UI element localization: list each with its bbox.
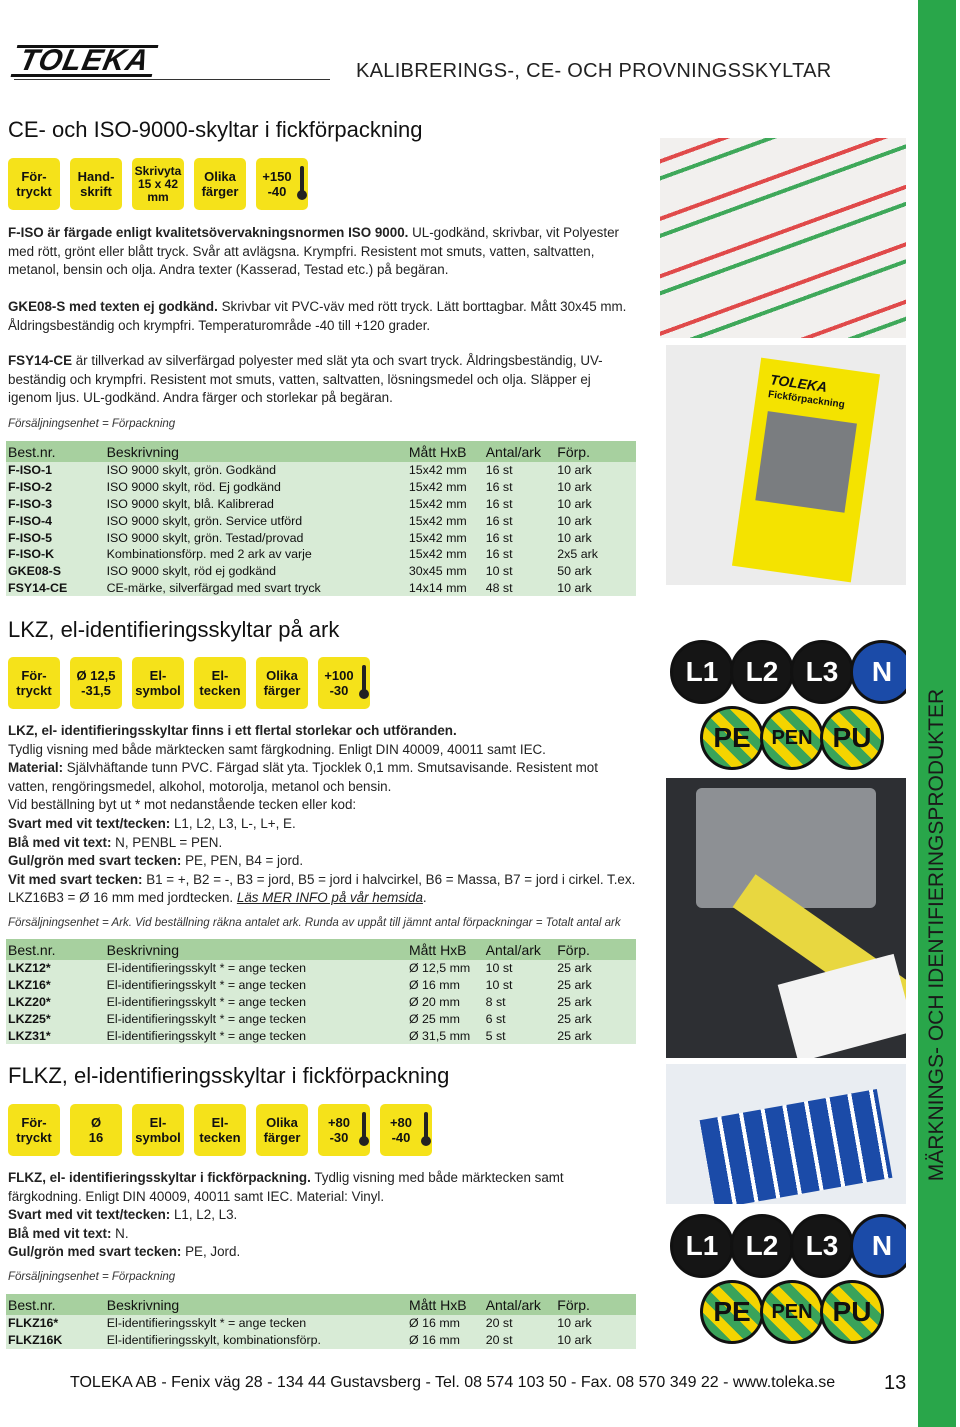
feature-icon-line: 16 (88, 1130, 104, 1145)
section3-feature-icons (8, 1104, 432, 1156)
table-row (6, 512, 636, 529)
table-cell: 15x42 mm (408, 530, 467, 545)
el-label-circle: L3 (790, 1214, 854, 1278)
table-header-cell: Beskrivning (106, 1296, 180, 1313)
table-header-cell: Förp. (557, 1296, 590, 1313)
s2-feature-icon (8, 657, 60, 709)
table-row (6, 1315, 636, 1332)
feature-icon-label (16, 169, 51, 199)
feature-icon-line: För- (21, 1115, 47, 1130)
s3-feature-icon (70, 1104, 122, 1156)
description-line (8, 722, 638, 741)
table-cell: 30x45 mm (408, 564, 467, 579)
section1-paragraph-1 (8, 224, 638, 280)
description-text: PE, PEN, B4 = jord. (181, 853, 304, 869)
s3-feature-icon (132, 1104, 184, 1156)
el-label-circle: PEN (760, 1280, 824, 1344)
description-line (8, 759, 638, 796)
thermometer-icon (362, 665, 366, 695)
el-label-circle: L1 (670, 640, 734, 704)
table-cell: 15x42 mm (408, 547, 467, 562)
p1-text: UL-godkänd, skrivbar, vit Polyester med rött, grönt eller blått tryck. Svår att avlägsna. Krympfri. Resistent mot smuts, vatten, saltvatten, metanol, bensin och olja. Andra texter (Kasserad, Testad etc.) på begäran. (8, 225, 619, 278)
el-label-circle: PE (700, 1280, 764, 1344)
s3-feature-icon (8, 1104, 60, 1156)
feature-icon-line: Hand- (77, 169, 115, 184)
description-line (8, 1206, 638, 1225)
feature-icon-line: tryckt (16, 1130, 52, 1145)
table-cell: 25 ark (557, 1028, 592, 1043)
s2-feature-icon (194, 657, 246, 709)
s1-feature-icon (194, 158, 246, 210)
feature-icon-line: färger (263, 683, 301, 698)
section2-sales-unit: Försäljningsenhet = Ark. Vid beställning räkna antalet ark. Runda av uppåt till jämnt antal förpackningar = Totalt antal ark (8, 917, 621, 929)
table-header-row (6, 441, 636, 462)
table-cell: Ø 20 mm (408, 994, 460, 1009)
table-row (6, 1332, 636, 1349)
table-cell: LKZ20* (8, 994, 51, 1009)
table-cell: 16 st (485, 530, 513, 545)
feature-icon-line: tecken (199, 683, 241, 698)
table-row (6, 1010, 636, 1027)
table-cell: 25 ark (557, 994, 592, 1009)
feature-icon-line: För- (21, 668, 47, 683)
feature-icon-label (16, 668, 51, 698)
label-sticker (778, 954, 906, 1058)
table-cell: 25 ark (557, 1011, 592, 1026)
feature-icon-line: +150 (262, 169, 292, 184)
table-cell: ISO 9000 skylt, röd. Ej godkänd (106, 480, 281, 495)
description-bold: Gul/grön med svart tecken: (8, 853, 182, 869)
table-header-cell: Förp. (557, 443, 590, 460)
table-header-row (6, 939, 636, 960)
yellow-pack-card (732, 358, 880, 583)
n-label-sheet-photo (666, 1064, 906, 1204)
feature-icon-label (390, 1115, 412, 1145)
table-cell: Ø 12,5 mm (408, 961, 471, 976)
el-label-circles-bottom (666, 1210, 906, 1350)
pack-brand: TOLEKA (769, 371, 829, 396)
feature-icon-line: symbol (135, 683, 181, 698)
table-header-cell: Antal/ark (485, 443, 541, 460)
table-cell: FLKZ16* (8, 1316, 59, 1331)
table-cell: 5 st (485, 1028, 506, 1043)
el-label-circles-top (666, 636, 906, 776)
table-cell: 20 st (485, 1333, 513, 1348)
pack-caption: Fickförpackning (767, 389, 846, 411)
table-header-cell: Beskrivning (106, 941, 180, 958)
s3-feature-icon (380, 1104, 432, 1156)
table-cell: F-ISO-4 (8, 513, 53, 528)
table-row (6, 479, 636, 496)
feature-icon-line: -31,5 (81, 683, 111, 698)
table-header-cell: Förp. (557, 941, 590, 958)
s3-feature-icon (256, 1104, 308, 1156)
table-header-cell: Mått HxB (409, 1296, 467, 1313)
el-label-circle: PU (820, 1280, 884, 1344)
description-text: N, PENBL = PEN. (111, 834, 223, 850)
feature-icon-line: Olika (266, 668, 298, 683)
feature-icon-line: +100 (324, 668, 354, 683)
table-cell: El-identifieringsskylt * = ange tecken (106, 961, 307, 976)
page-number: 13 (884, 1372, 907, 1394)
section1-table-wrap (6, 441, 636, 596)
description-bold: Vit med svart tecken: (8, 871, 143, 887)
table-row (6, 546, 636, 563)
feature-icon-label (199, 1115, 240, 1145)
table-cell: ISO 9000 skylt, blå. Kalibrerad (106, 496, 274, 511)
feature-icon-line: +80 (327, 1115, 351, 1130)
table-row (6, 580, 636, 597)
table-row (6, 529, 636, 546)
feature-icon-line: Olika (266, 1115, 298, 1130)
table-cell: F-ISO-K (8, 547, 55, 562)
description-text: Självhäftande tunn PVC. Färgad slät yta. Tjocklek 0,1 mm. Smutsavisande. Resistent mot vatten, rengöringsmedel, alkohol, motorolja, metanol och bensin. (8, 760, 598, 794)
table-cell: 10 ark (557, 580, 592, 595)
table-cell: FLKZ16K (8, 1333, 63, 1348)
el-label-circle: L2 (730, 1214, 794, 1278)
el-label-circle: L1 (670, 1214, 734, 1278)
feature-icon-line: För- (21, 169, 47, 184)
description-bold: FLKZ, el- identifieringsskyltar i fickförpackning. (8, 1170, 311, 1185)
pocket-pack-photo (666, 345, 906, 585)
description-line (8, 1169, 638, 1206)
feature-icon-label (264, 1115, 301, 1145)
feature-icon-line: Olika (204, 169, 236, 184)
s1-feature-icon (256, 158, 308, 210)
iso-label-sheet-photo (660, 138, 906, 338)
section2-description (8, 722, 638, 908)
p2-bold: GKE08-S med texten ej godkänd. (8, 299, 218, 314)
table-cell: 15x42 mm (408, 496, 467, 511)
table-header-cell: Mått HxB (408, 443, 467, 460)
table-header-cell: Best.nr. (8, 941, 56, 958)
header-rule (14, 79, 330, 80)
table-header-cell: Antal/ark (485, 941, 541, 958)
thermometer-icon (362, 1112, 366, 1142)
side-label: MÄRKNINGS- OCH IDENTIFIERINGSPRODUKTER (925, 688, 948, 1182)
feature-icon-line: -30 (329, 1130, 349, 1145)
table-cell: F-ISO-3 (8, 496, 53, 511)
s2-feature-icon (70, 657, 122, 709)
table-row (6, 462, 636, 479)
p3-bold: FSY14-CE (8, 353, 72, 368)
feature-icon-label (202, 169, 239, 199)
feature-icon-line: skrift (80, 184, 112, 199)
feature-icon-line: mm (147, 189, 169, 204)
feature-icon-label (135, 1115, 181, 1145)
more-info-link[interactable]: Läs MER INFO på vår hemsida (236, 890, 423, 906)
table-cell: 50 ark (557, 564, 592, 579)
section3-table-wrap (6, 1294, 636, 1349)
feature-icon-line: El- (149, 1115, 167, 1130)
table-row (6, 977, 636, 994)
table-cell: 10 ark (557, 530, 592, 545)
feature-icon-label (78, 169, 115, 199)
el-label-circle: N (850, 1214, 906, 1278)
table-header-cell: Mått HxB (408, 941, 467, 958)
table-cell: El-identifieringsskylt * = ange tecken (106, 1028, 307, 1043)
feature-icon-line: Ø 12,5 (76, 668, 116, 683)
feature-icon-line: tryckt (16, 683, 52, 698)
toleka-logo: TOLEKA (11, 45, 159, 77)
table-cell: Ø 16 mm (409, 1333, 460, 1348)
feature-icon-label (135, 165, 182, 204)
table-cell: ISO 9000 skylt, grön. Testad/provad (106, 530, 304, 545)
description-line (8, 1225, 638, 1244)
description-text: Tydlig visning med både märktecken samt färgkodning. Enligt DIN 40009, 40011 samt IEC. Material: Vinyl. (8, 1170, 564, 1204)
description-text: PE, Jord. (181, 1244, 241, 1260)
pack-image (755, 411, 857, 513)
s3-feature-icon (318, 1104, 370, 1156)
table-cell: 10 ark (557, 463, 592, 478)
table-cell: ISO 9000 skylt, grön. Service utförd (106, 513, 303, 528)
table-cell: 48 st (485, 580, 513, 595)
el-label-circle: N (850, 640, 906, 704)
el-label-circle: PE (700, 706, 764, 770)
thermometer-icon (300, 166, 304, 196)
table-cell: 6 st (485, 1011, 506, 1026)
table-cell: Ø 16 mm (409, 1316, 460, 1331)
section2-feature-icons (8, 657, 370, 709)
table-cell: 15x42 mm (408, 513, 467, 528)
table-header-cell: Beskrivning (106, 443, 179, 460)
table-cell: 10 ark (557, 496, 592, 511)
description-bold: Svart med vit text/tecken: (8, 815, 171, 831)
table-cell: El-identifieringsskylt * = ange tecken (106, 978, 307, 993)
feature-icon-label (76, 668, 115, 698)
feature-icon-line: +80 (389, 1115, 413, 1130)
table-cell: LKZ16* (8, 978, 51, 993)
p2-text: Skrivbar vit PVC-väv med rött tryck. Lätt borttagbar. Mått 30x45 mm. Åldringsbeständig och krympfri. Temperaturområde -40 till +120 grader. (8, 299, 627, 333)
feature-icon-line: färger (201, 184, 239, 199)
feature-icon-label (324, 668, 353, 698)
p3-text: är tillverkad av silverfärgad polyester med slät yta och svart tryck. Åldringsbeständig, UV-beständig och krympfri. Resistent mot smuts, vatten, saltvatten, lösningsmedel och olja. Släpper ej igenom ljus. UL-godkänd. Andra färger och storlekar på begäran. (8, 353, 603, 406)
link-end: . (422, 890, 427, 906)
table-cell: LKZ31* (8, 1028, 51, 1043)
feature-icon-label (328, 1115, 350, 1145)
table-cell: GKE08-S (8, 564, 62, 579)
cable-photo (666, 778, 906, 1058)
table-cell: 15x42 mm (408, 480, 467, 495)
table-cell: 16 st (485, 496, 513, 511)
description-text: Tydlig visning med både märktecken samt färgkodning. Enligt DIN 40009, 40011 samt IEC. (8, 741, 546, 757)
table-row (6, 496, 636, 513)
description-line (8, 852, 638, 871)
description-bold: Blå med vit text: (8, 1225, 112, 1241)
table-cell: 8 st (485, 994, 506, 1009)
feature-icon-line: El- (211, 1115, 229, 1130)
table-cell: F-ISO-1 (8, 463, 53, 478)
table-cell: 16 st (485, 480, 513, 495)
feature-icon-label (199, 668, 240, 698)
table-cell: 15x42 mm (408, 463, 467, 478)
s2-feature-icon (132, 657, 184, 709)
description-bold: Svart med vit text/tecken: (8, 1207, 171, 1223)
feature-icon-line: symbol (135, 1130, 181, 1145)
section3-table (6, 1294, 636, 1349)
description-line (8, 1243, 638, 1262)
description-line (8, 815, 638, 834)
table-cell: LKZ25* (8, 1011, 51, 1026)
description-line (8, 834, 638, 853)
feature-icon-line: Ø (90, 1115, 102, 1130)
table-cell: 10 ark (557, 1316, 592, 1331)
table-cell: 14x14 mm (408, 580, 467, 595)
feature-icon-label (264, 668, 301, 698)
feature-icon-line: -30 (329, 683, 349, 698)
description-bold: Blå med vit text: (8, 834, 112, 850)
feature-icon-line: färger (263, 1130, 301, 1145)
section1-paragraph-2 (8, 298, 638, 335)
table-cell: El-identifieringsskylt * = ange tecken (106, 994, 307, 1009)
table-cell: F-ISO-2 (8, 480, 53, 495)
table-cell: CE-märke, silverfärgad med svart tryck (106, 580, 321, 595)
table-cell: El-identifieringsskylt, kombinationsförp. (106, 1333, 321, 1348)
table-cell: 10 ark (557, 480, 592, 495)
table-row (6, 960, 636, 977)
s1-feature-icon (132, 158, 184, 210)
s2-feature-icon (256, 657, 308, 709)
description-text: B1 = +, B2 = -, B3 = jord, B5 = jord i halvcirkel, B6 = Massa, B7 = jord i cirkel. T.ex. LKZ16B3 = Ø 16 mm med jordtecken. (8, 871, 636, 906)
feature-icon-line: -40 (267, 184, 287, 199)
socket-plate (696, 788, 876, 908)
feature-icon-line: El- (211, 668, 229, 683)
section1-table (6, 441, 636, 596)
s2-feature-icon (318, 657, 370, 709)
n-label-strip (700, 1089, 893, 1204)
feature-icon-line: El- (149, 668, 167, 683)
table-cell: 10 ark (557, 1333, 592, 1348)
table-cell: LKZ12* (8, 961, 51, 976)
feature-icon-label (135, 668, 181, 698)
feature-icon-label (16, 1115, 51, 1145)
feature-icon-line: tecken (199, 1130, 241, 1145)
s1-feature-icon (8, 158, 60, 210)
table-cell: 10 ark (557, 513, 592, 528)
feature-icon-line: -40 (391, 1130, 411, 1145)
table-cell: 10 st (485, 961, 513, 976)
el-label-circle: PU (820, 706, 884, 770)
table-row (6, 1027, 636, 1044)
feature-icon-line: 15 x 42 (137, 176, 179, 191)
table-cell: 20 st (485, 1316, 513, 1331)
table-cell: 10 st (485, 564, 513, 579)
side-label-wrap (918, 650, 956, 1220)
description-bold: LKZ, el- identifieringsskyltar finns i ett flertal storlekar och utföranden. (8, 723, 457, 738)
table-cell: 16 st (485, 547, 513, 562)
table-cell: FSY14-CE (8, 580, 68, 595)
thermometer-icon (424, 1112, 428, 1142)
table-cell: 25 ark (557, 978, 592, 993)
feature-icon-label (89, 1115, 103, 1145)
table-cell: Ø 25 mm (408, 1011, 460, 1026)
description-line (8, 796, 638, 815)
section1-paragraph-3 (8, 352, 638, 408)
el-label-circle: PEN (760, 706, 824, 770)
table-cell: Ø 31,5 mm (408, 1028, 471, 1043)
table-cell: El-identifieringsskylt * = ange tecken (106, 1011, 307, 1026)
feature-icon-line: tryckt (16, 184, 52, 199)
description-text: L1, L2, L3, L-, L+, E. (170, 815, 296, 831)
table-cell: 10 st (485, 978, 513, 993)
table-cell: Ø 16 mm (408, 978, 460, 993)
table-header-cell: Best.nr. (8, 1296, 56, 1313)
table-cell: 2x5 ark (557, 547, 598, 562)
description-text: N. (111, 1225, 129, 1241)
page-header-title: KALIBRERINGS-, CE- OCH PROVNINGSSKYLTAR (356, 60, 832, 82)
table-cell: 16 st (485, 463, 513, 478)
p1-bold: F-ISO är färgade enligt kvalitetsövervakningsnormen ISO 9000. (8, 225, 409, 240)
section3-description (8, 1169, 638, 1262)
table-cell: Kombinationsförp. med 2 ark av varje (106, 547, 312, 562)
el-label-circle: L2 (730, 640, 794, 704)
feature-icon-line: Skrivyta (134, 163, 182, 178)
table-row (6, 994, 636, 1011)
description-bold: Gul/grön med svart tecken: (8, 1244, 182, 1260)
section3-title: FLKZ, el-identifieringsskyltar i fickförpackning (8, 1063, 450, 1088)
table-cell: ISO 9000 skylt, röd ej godkänd (106, 564, 277, 579)
description-line (8, 741, 638, 760)
footer-contact: TOLEKA AB - Fenix väg 28 - 134 44 Gustavsberg - Tel. 08 574 103 50 - Fax. 08 570 349 22 - www.toleka.se (70, 1374, 836, 1391)
section3-sales-unit: Försäljningsenhet = Förpackning (8, 1271, 176, 1283)
s3-feature-icon (194, 1104, 246, 1156)
s1-feature-icon (70, 158, 122, 210)
section2-table (6, 939, 636, 1044)
section1-title: CE- och ISO-9000-skyltar i fickförpackning (8, 117, 423, 142)
table-row (6, 563, 636, 580)
el-label-circle: L3 (790, 640, 854, 704)
table-cell: 16 st (485, 513, 513, 528)
description-text: L1, L2, L3. (170, 1207, 238, 1223)
description-text: Vid beställning byt ut * mot nedanstående tecken eller kod: (8, 797, 357, 813)
description-bold: Material: (8, 760, 64, 776)
description-line (8, 871, 638, 908)
table-header-cell: Antal/ark (485, 1296, 541, 1313)
section2-title: LKZ, el-identifieringsskyltar på ark (8, 617, 340, 642)
section1-sales-unit: Försäljningsenhet = Förpackning (8, 418, 176, 430)
table-cell: El-identifieringsskylt * = ange tecken (106, 1316, 307, 1331)
table-cell: 25 ark (557, 961, 592, 976)
section1-feature-icons (8, 158, 308, 210)
table-header-cell: Best.nr. (8, 443, 56, 460)
table-header-row (6, 1294, 636, 1315)
section2-table-wrap (6, 939, 636, 1044)
table-cell: ISO 9000 skylt, grön. Godkänd (106, 463, 277, 478)
feature-icon-label (262, 169, 291, 199)
table-cell: F-ISO-5 (8, 530, 53, 545)
